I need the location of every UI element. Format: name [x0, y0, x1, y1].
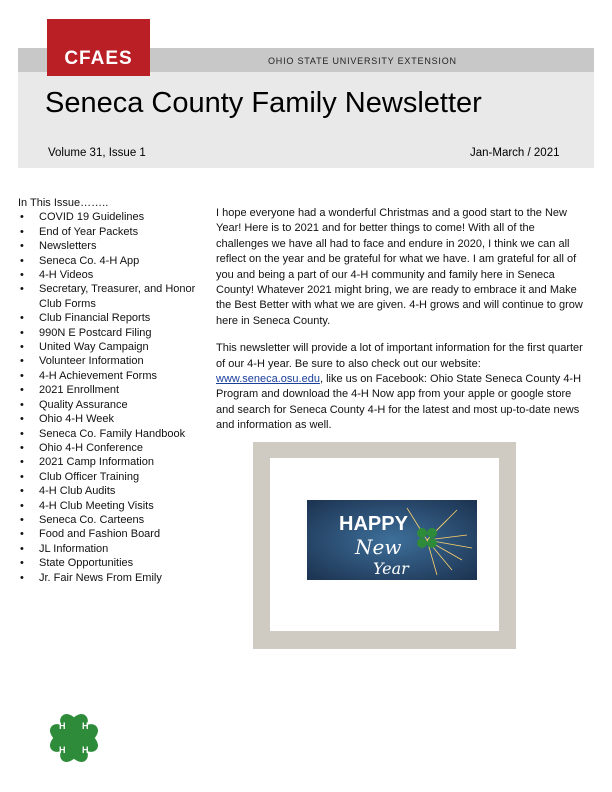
info-text-before: This newsletter will provide a lot of important information for the first quarter of our 4-H year. Be sure to also check out our website: — [216, 342, 583, 370]
four-h-clover-icon — [40, 708, 108, 768]
toc-item: • Volunteer Information — [18, 354, 208, 368]
happy-new-year-image — [307, 500, 477, 580]
toc-item: • Ohio 4-H Conference — [18, 441, 208, 455]
toc-item: • Seneca Co. 4-H App — [18, 254, 208, 268]
toc-item: • Ohio 4-H Week — [18, 412, 208, 426]
cfaes-logo — [47, 19, 150, 76]
toc-item: • 990N E Postcard Filing — [18, 326, 208, 340]
toc-item: • Club Financial Reports — [18, 311, 208, 325]
svg-text:H: H — [82, 721, 89, 731]
toc-item: • 4-H Achievement Forms — [18, 369, 208, 383]
intro-paragraph: I hope everyone had a wonderful Christmas and a good start to the New Year! Here is to 2021 and for better things to come! With all of the challenges we have all had to face and endure in 2020, I think we can all reflect on the year and be grateful for what we have. I am grateful for all of you and being a part of our 4-H community and family here in Seneca County! Whatever 2021 might bring, we are ready to embrace it and Make the Best Better with what we are given. 4-H grows and will continue to grow here in Seneca County. — [216, 207, 583, 327]
cfaes-logo-text: CFAES — [64, 48, 133, 69]
svg-text:H: H — [82, 745, 89, 755]
toc-item: • Club Officer Training — [18, 470, 208, 484]
info-text-after: , like us on Facebook: Ohio State Seneca County 4-H Program and download the 4-H Now app from your apple or google store and search for Seneca County 4-H for the latest and most up-to-date news and information as well. — [216, 373, 582, 432]
toc-item: • Newsletters — [18, 239, 208, 253]
toc-item: • 2021 Enrollment — [18, 383, 208, 397]
extension-label: OHIO STATE UNIVERSITY EXTENSION — [268, 56, 457, 66]
toc-heading: In This Issue…….. — [18, 197, 109, 209]
table-of-contents — [18, 196, 208, 585]
toc-item: • Quality Assurance — [18, 398, 208, 412]
toc-item: • Jr. Fair News From Emily — [18, 571, 208, 585]
info-paragraph — [216, 341, 588, 433]
toc-item: • JL Information — [18, 542, 208, 556]
page-title: Seneca County Family Newsletter — [45, 87, 482, 119]
toc-item: • Seneca Co. Family Handbook — [18, 427, 208, 441]
website-link[interactable]: www.seneca.osu.edu — [216, 373, 320, 386]
toc-item: • 2021 Camp Information — [18, 455, 208, 469]
toc-item: • COVID 19 Guidelines — [18, 210, 208, 224]
issue-date: Jan-March / 2021 — [470, 147, 560, 159]
toc-item: • 4-H Videos — [18, 268, 208, 282]
toc-item: • United Way Campaign — [18, 340, 208, 354]
toc-item: • 4-H Club Audits — [18, 484, 208, 498]
svg-text:H: H — [59, 721, 66, 731]
image-text-year: Year — [373, 559, 409, 578]
toc-item: • Seneca Co. Carteens — [18, 513, 208, 527]
intro-text — [216, 206, 588, 446]
volume-label: Volume 31, Issue 1 — [48, 147, 146, 159]
toc-list — [18, 210, 208, 585]
image-text-new: New — [355, 535, 402, 559]
toc-item: • End of Year Packets — [18, 225, 208, 239]
image-text-happy: HAPPY — [339, 513, 408, 535]
toc-item: • 4-H Club Meeting Visits — [18, 499, 208, 513]
toc-item: • Food and Fashion Board — [18, 527, 208, 541]
toc-item: • State Opportunities — [18, 556, 208, 570]
toc-item: • Secretary, Treasurer, and Honor Club Forms — [18, 282, 208, 311]
svg-text:H: H — [59, 745, 66, 755]
